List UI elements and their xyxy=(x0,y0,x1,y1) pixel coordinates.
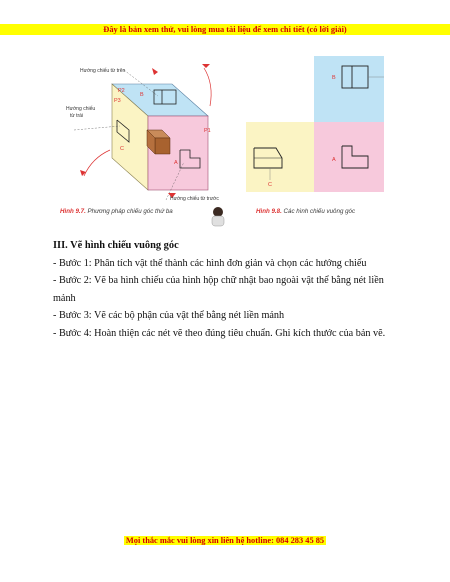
step-2: - Bước 2: Vẽ ba hình chiếu của hình hộp chữ nhật bao ngoài vật thể bằng nét liền mảnh xyxy=(53,275,384,304)
step-4: - Bước 4: Hoàn thiện các nét vẽ theo đúng tiêu chuẩn. Ghi kích thước của bản vẽ. xyxy=(53,327,386,339)
preview-notice-text: Đây là bản xem thử, vui lòng mua tài liệu để xem chi tiết (có lời giải) xyxy=(103,25,347,34)
label-front-direction: Hướng chiếu từ trước xyxy=(170,196,219,202)
tag-a-right: A xyxy=(332,157,336,163)
tag-a-left: A xyxy=(174,160,178,166)
figure-area xyxy=(54,50,394,230)
step-3: - Bước 3: Vẽ các bộ phận của vật thể bằng nét liền mảnh xyxy=(53,310,285,322)
preview-notice-banner xyxy=(0,24,450,35)
caption-figure-9-7: Hình 9.7. Phương pháp chiếu góc thứ ba xyxy=(60,208,173,215)
tag-p3: P3 xyxy=(114,98,121,104)
tag-b-right: B xyxy=(332,75,336,81)
main-content xyxy=(53,237,398,343)
tag-b-left: B xyxy=(140,92,144,98)
figure-orthographic-views xyxy=(246,54,394,204)
tag-c-right: C xyxy=(268,182,272,188)
tag-p1: P1 xyxy=(204,128,211,134)
hotline-banner xyxy=(0,535,450,546)
tag-c-left: C xyxy=(120,146,124,152)
hotline-text: Mọi thắc mắc vui lòng xin liên hệ hotline: 084 283 45 85 xyxy=(125,536,325,545)
tag-p2: P2 xyxy=(118,88,125,94)
label-left-direction-2: từ trái xyxy=(70,113,84,119)
step-1: - Bước 1: Phân tích vật thể thành các hình đơn giản và chọn các hướng chiếu xyxy=(53,257,367,269)
view-left-plane xyxy=(246,122,314,192)
decorative-figure-icon xyxy=(205,205,231,227)
caption-figure-9-8: Hình 9.8. Các hình chiếu vuông góc xyxy=(256,208,356,215)
section-title: III. Vẽ hình chiếu vuông góc xyxy=(53,240,179,251)
view-front-plane xyxy=(314,122,384,192)
label-top-direction: Hướng chiếu từ trên xyxy=(80,68,126,74)
figure-third-angle-projection xyxy=(54,50,224,210)
label-left-direction-1: Hướng chiếu xyxy=(66,106,96,112)
